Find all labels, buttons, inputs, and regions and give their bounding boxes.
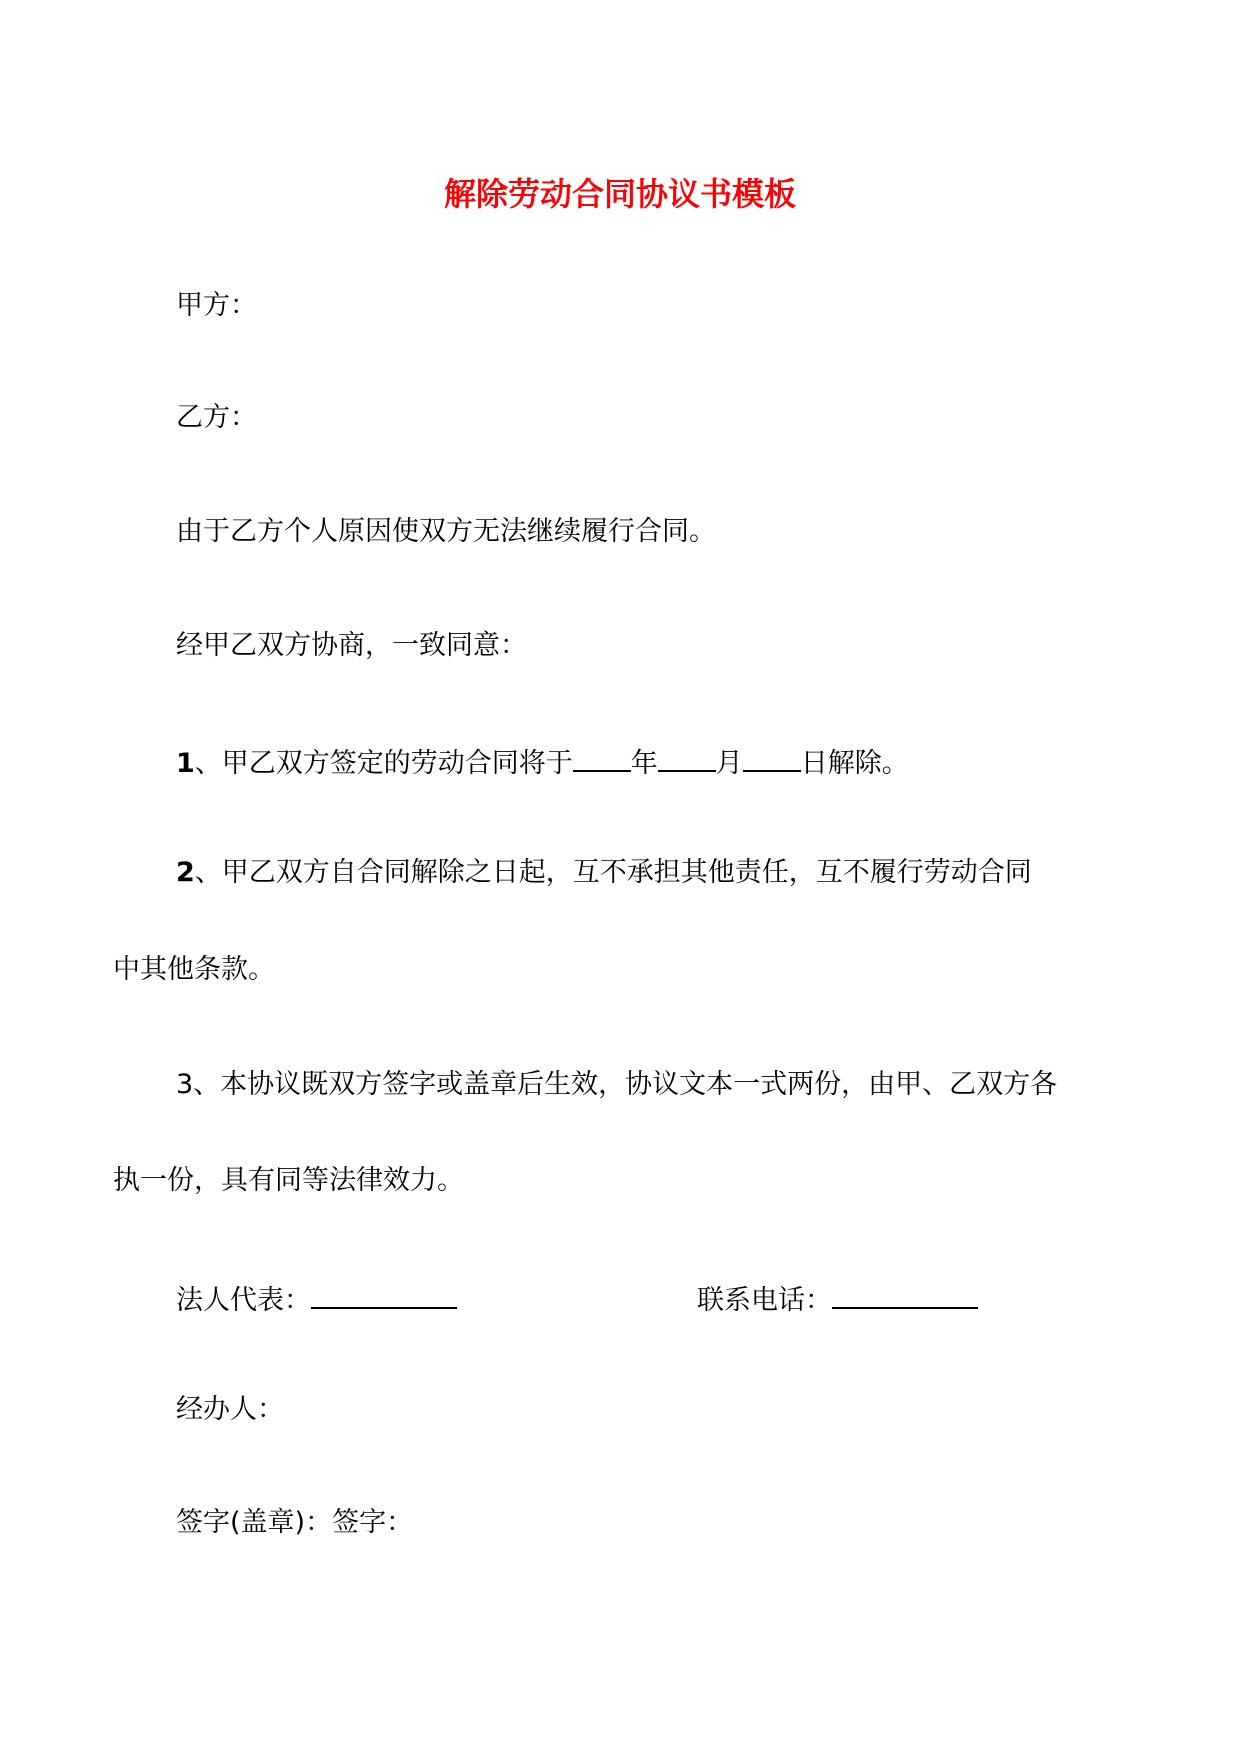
phone-row	[697, 1277, 978, 1321]
party-b-label: 乙方：	[176, 402, 257, 433]
legal-rep-label: 法人代表：	[176, 1285, 311, 1316]
month-label: 月	[715, 748, 743, 779]
clause-1-number: 1	[176, 748, 195, 779]
document-title: 解除劳动合同协议书模板	[443, 175, 796, 213]
clause-1	[176, 740, 909, 784]
legal-rep-row	[176, 1277, 457, 1321]
handler-label: 经办人：	[176, 1394, 284, 1425]
clause-3-line-2: 执一份，具有同等法律效力。	[113, 1165, 464, 1196]
legal-rep-blank	[311, 1277, 457, 1309]
clause-2-line-1	[176, 853, 1032, 893]
day-label: 日解除。	[800, 748, 909, 779]
reason-paragraph: 由于乙方个人原因使双方无法继续履行合同。	[176, 516, 716, 547]
agreement-intro: 经甲乙双方协商，一致同意：	[176, 630, 527, 661]
phone-label: 联系电话：	[697, 1285, 832, 1316]
day-blank	[743, 740, 801, 772]
month-blank	[658, 740, 716, 772]
clause-2-line-2: 中其他条款。	[113, 954, 275, 985]
year-blank	[573, 740, 631, 772]
clause-1-text: 、甲乙双方签定的劳动合同将于	[194, 748, 573, 779]
year-label: 年	[630, 748, 658, 779]
phone-blank	[832, 1277, 978, 1309]
party-a-label: 甲方：	[176, 290, 257, 321]
clause-2-number: 2	[176, 857, 195, 888]
signature-label: 签字(盖章)：签字：	[176, 1507, 414, 1538]
clause-2-text: 、甲乙双方自合同解除之日起，互不承担其他责任，互不履行劳动合同	[194, 857, 1032, 888]
clause-3-line-1: 3、本协议既双方签字或盖章后生效，协议文本一式两份，由甲、乙双方各	[176, 1069, 1058, 1100]
